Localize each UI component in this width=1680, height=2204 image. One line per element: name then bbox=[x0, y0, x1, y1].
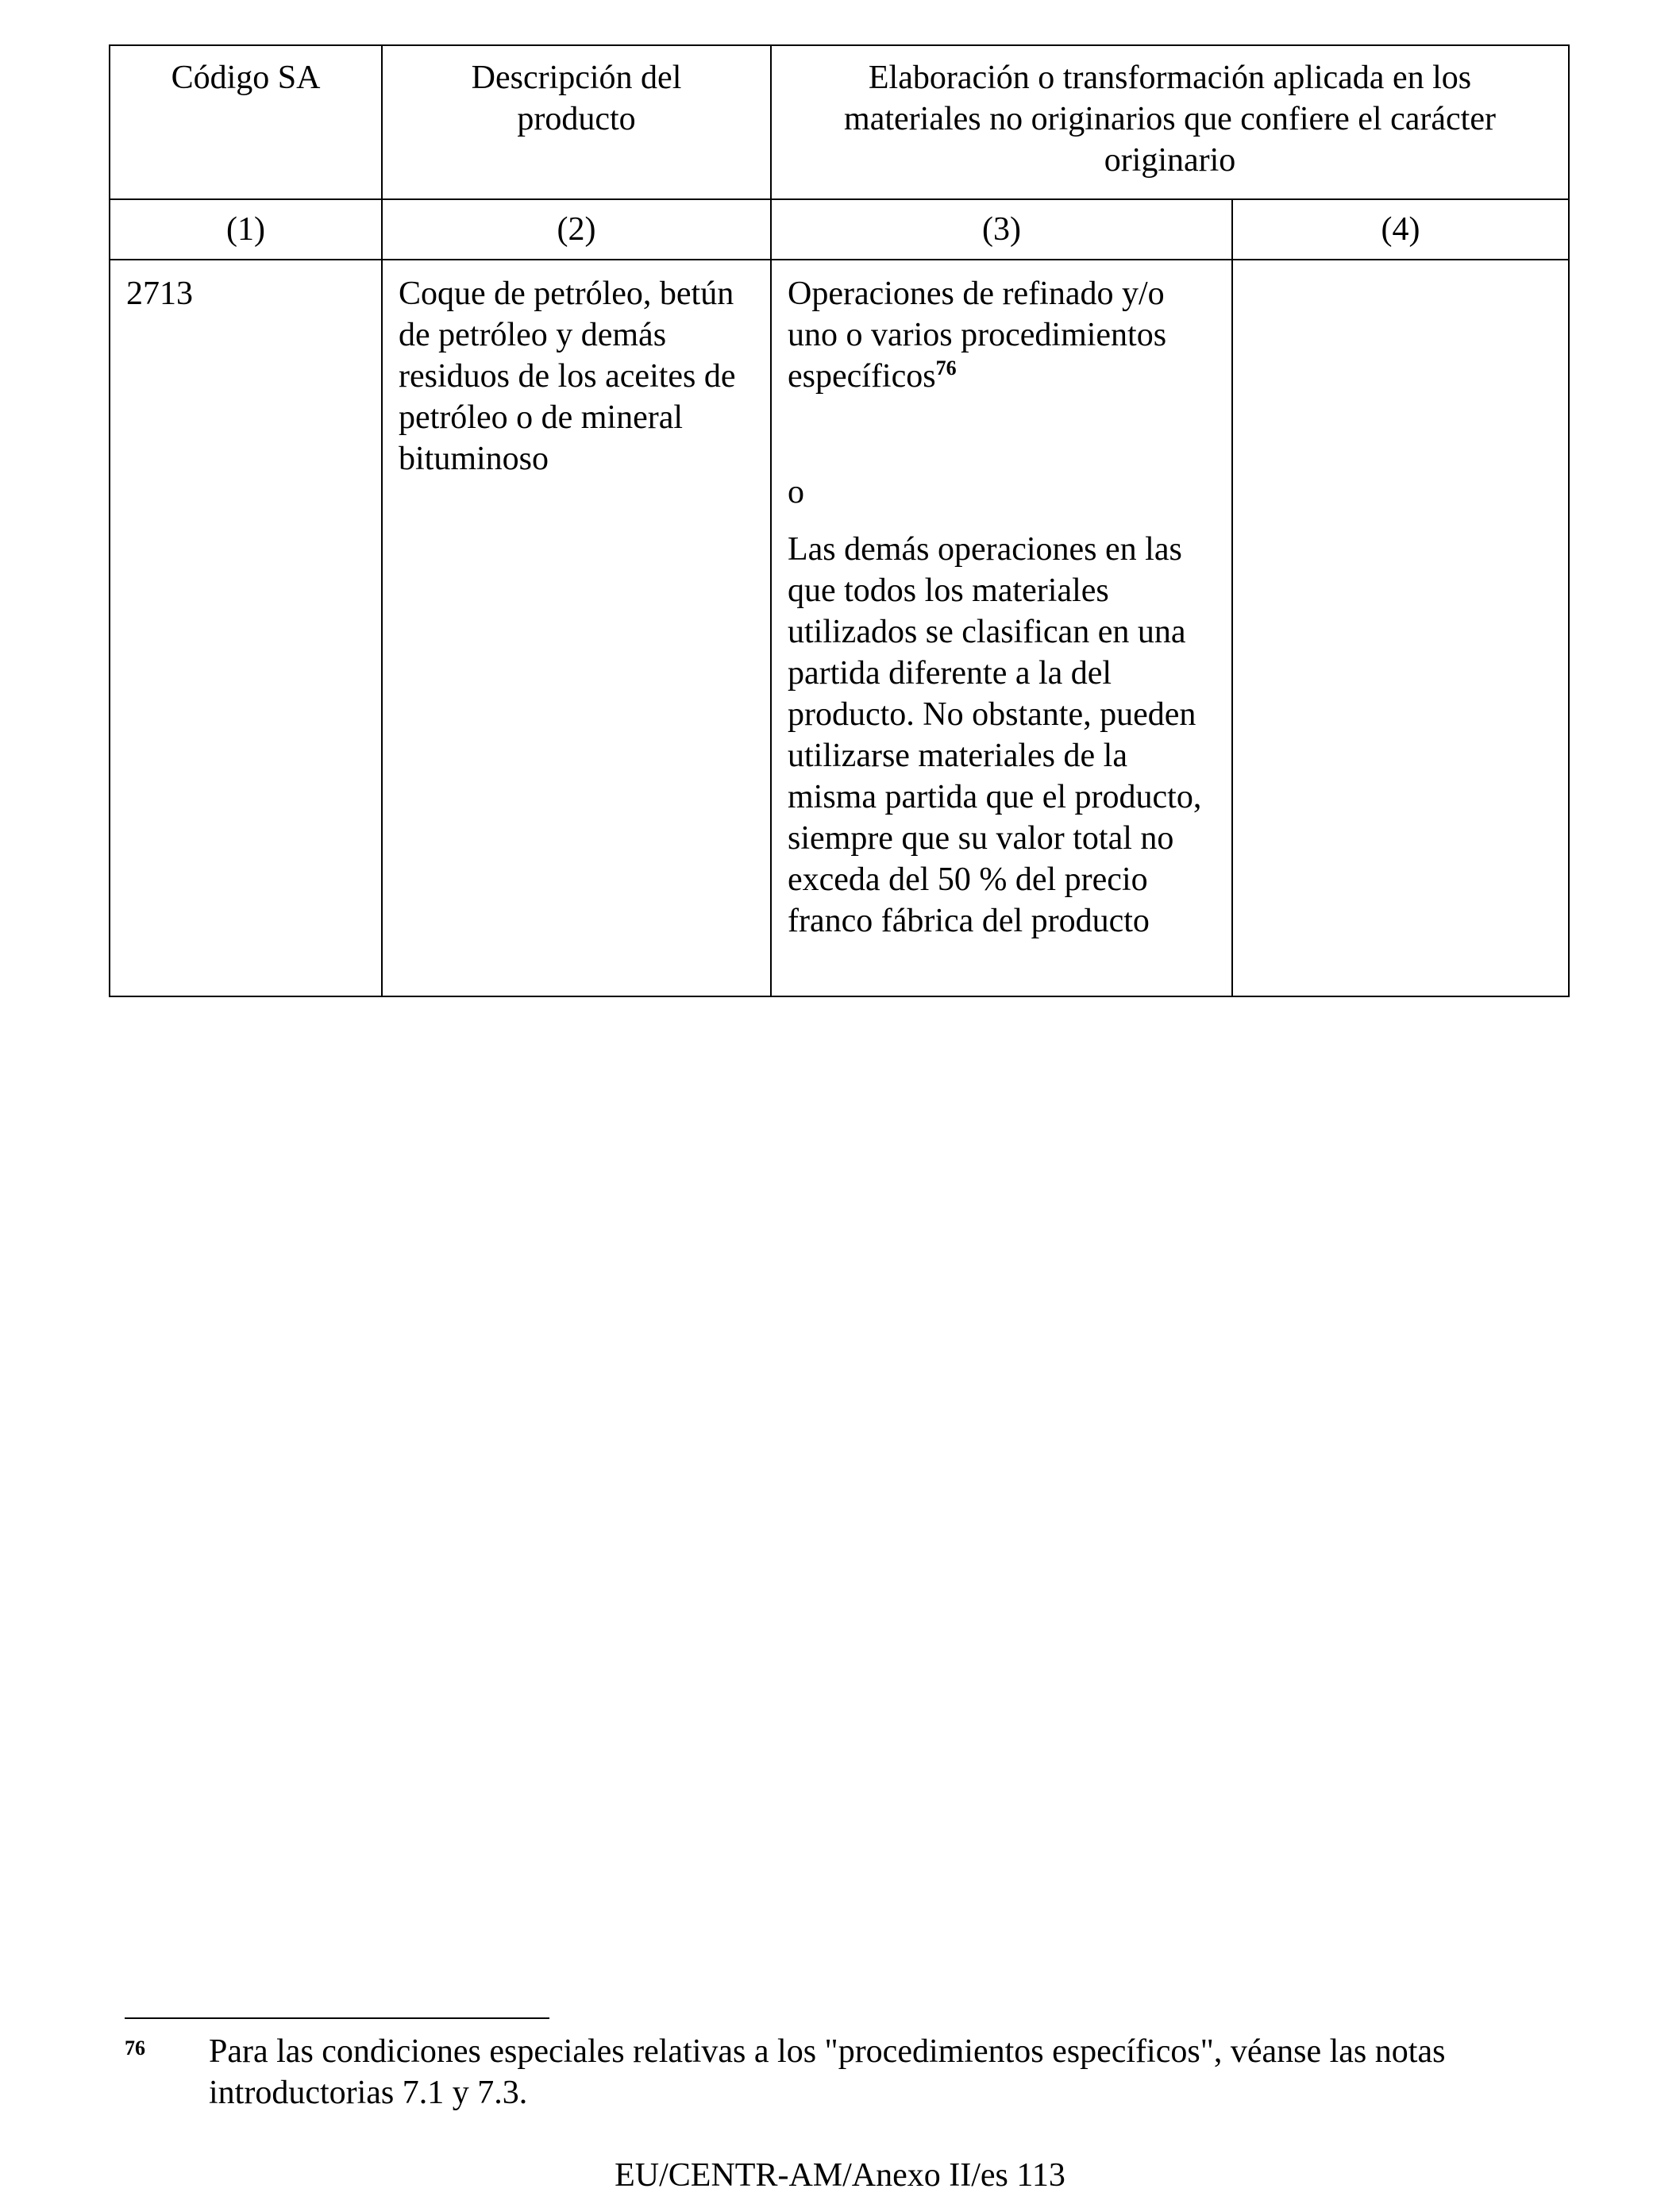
rule-alternative-text: Las demás operaciones en las que todos los materiales utilizados se clasifican en una partida diferente a la del producto. No obstante, pueden utilizarse materiales de la misma partida que el producto, siempre que su valor total no exceda del 50 % del precio franco fábrica del producto bbox=[788, 531, 1202, 939]
column-number-1: (1) bbox=[110, 199, 382, 260]
table-row bbox=[110, 260, 1569, 996]
header-product-description: Descripción del producto bbox=[382, 45, 771, 199]
footnote-reference[interactable]: 76 bbox=[935, 356, 957, 380]
column-number-2: (2) bbox=[382, 199, 771, 260]
footnote-text: Para las condiciones especiales relativas a los "procedimientos específicos", véanse las notas introductorias 7.1 y 7.3. bbox=[209, 2033, 1446, 2111]
cell-hs-code: 2713 bbox=[110, 260, 382, 996]
rules-of-origin-table bbox=[109, 44, 1570, 997]
page-footer: EU/CENTR-AM/Anexo II/es 113 bbox=[615, 2157, 1065, 2194]
footnote-mark: 76 bbox=[125, 2036, 145, 2060]
rule-main-text: Operaciones de refinado y/o uno o varios procedimientos específicos$^{76}$ bbox=[788, 276, 1167, 395]
table-header-row bbox=[110, 45, 1569, 199]
header-working-processing: Elaboración o transformación aplicada en los materiales no originarios que confiere el carácter originario bbox=[771, 45, 1569, 199]
cell-origin-rule bbox=[771, 260, 1232, 996]
table-number-row bbox=[110, 199, 1569, 260]
column-number-4: (4) bbox=[1232, 199, 1569, 260]
column-number-3: (3) bbox=[771, 199, 1232, 260]
rule-or-text: o bbox=[788, 474, 804, 511]
footnote-separator bbox=[125, 2017, 549, 2019]
cell-column-4 bbox=[1232, 260, 1569, 996]
header-hs-code: Código SA bbox=[110, 45, 382, 199]
cell-product-description: Coque de petróleo, betún de petróleo y demás residuos de los aceites de petróleo o de mineral bituminoso bbox=[382, 260, 771, 996]
